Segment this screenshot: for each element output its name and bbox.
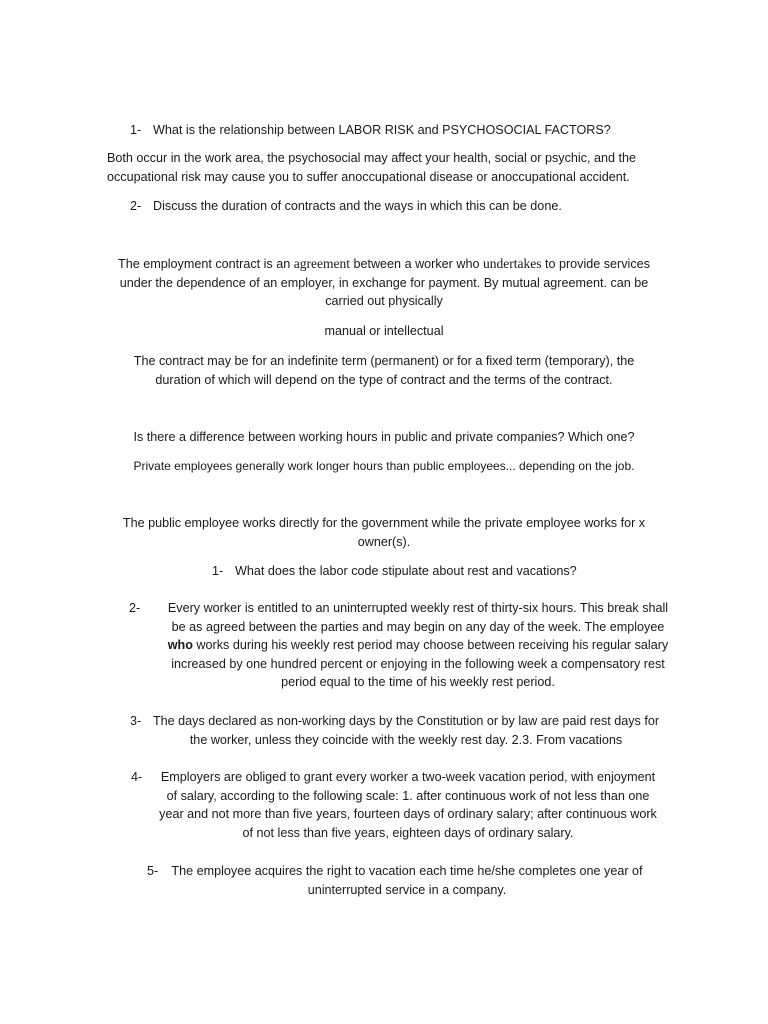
question-1	[130, 121, 690, 140]
working-hours-answer: Private employees generally work longer hours than public employees... depending on the job.	[133, 459, 635, 473]
list-item-2-line-4: increased by one hundred percent or enjoying in the following week a compensatory rest	[171, 656, 665, 671]
list-item-4-line-3: year and not more than five years, fourteen days of ordinary salary; after continuous work	[159, 807, 657, 822]
answer-1	[107, 149, 707, 186]
undertakes-word: undertakes	[482, 256, 542, 271]
manual-or-intellectual: manual or intellectual	[324, 324, 444, 338]
list-item-2-line-3-rest: works during his weekly rest period may choose between receiving his regular salary	[192, 638, 669, 653]
list-item-4-number: 4-	[131, 770, 143, 784]
contract-term-line-1: The contract may be for an indefinite term (permanent) or for a fixed term (temporary), the	[133, 354, 635, 368]
public-employee-paragraph	[84, 514, 684, 551]
contract-line-1	[84, 255, 684, 274]
question-1-number: 1-	[130, 123, 142, 137]
list-item-3-line-1: The days declared as non-working days by the Constitution or by law are paid rest days for	[152, 714, 660, 728]
list-item-2-number: 2-	[129, 601, 141, 615]
public-employee-line-2: owner(s).	[357, 534, 411, 549]
rest-question	[212, 562, 692, 581]
contract-line-1-c: to provide services	[541, 257, 650, 271]
list-item-4-line-1: Employers are obliged to grant every worker a two-week vacation period, with enjoyment	[160, 770, 656, 784]
question-2-number: 2-	[130, 199, 142, 213]
question-2	[130, 197, 690, 216]
public-employee-line-1: The public employee works directly for the government while the private employee works for x	[122, 516, 646, 530]
contract-line-1-a: The employment contract is an	[118, 257, 294, 271]
list-item-2-text	[149, 599, 687, 692]
list-item-3-number: 3-	[130, 714, 142, 728]
list-item-4-text	[153, 768, 663, 842]
contract-term-line-2: duration of which will depend on the type of contract and the terms of the contract.	[155, 372, 613, 387]
contract-line-1-b: between a worker who	[349, 257, 483, 271]
answer-1-line-1: Both occur in the work area, the psychosocial may affect your health, social or psychic, and the	[107, 151, 636, 165]
list-item-5-line-2: uninterrupted service in a company.	[307, 882, 507, 897]
list-item-4-line-2: of salary, according to the following scale: 1. after continuous work of not less than one	[166, 788, 650, 803]
list-item-3-text	[152, 712, 660, 749]
list-item-2-line-1: Every worker is entitled to an uninterrupted weekly rest of thirty-six hours. This break shall	[167, 601, 669, 615]
rest-question-text: What does the labor code stipulate about rest and vacations?	[235, 564, 577, 578]
contract-term-paragraph	[84, 352, 684, 389]
list-item-5-text	[169, 862, 645, 899]
list-item-5-number: 5-	[147, 864, 159, 878]
who-word: who	[167, 638, 193, 653]
list-item-5-line-1: The employee acquires the right to vacation each time he/she completes one year of	[171, 864, 643, 878]
contract-line-3: carried out physically	[325, 294, 443, 309]
question-2-text: Discuss the duration of contracts and the ways in which this can be done.	[153, 199, 562, 213]
list-item-3-line-2: the worker, unless they coincide with the weekly rest day. 2.3. From vacations	[189, 732, 623, 747]
contract-line-2: under the dependence of an employer, in exchange for payment. By mutual agreement. can be	[119, 275, 649, 290]
answer-1-line-2: occupational risk may cause you to suffer anoccupational disease or anoccupational accident.	[107, 169, 630, 184]
list-item-4-line-4: of not less than five years, eighteen days of ordinary salary.	[242, 825, 574, 840]
list-item-2-line-5: period equal to the time of his weekly rest period.	[281, 675, 555, 690]
agreement-word: agreement	[293, 256, 350, 271]
working-hours-question: Is there a difference between working hours in public and private companies? Which one?	[133, 430, 635, 444]
contract-paragraph	[84, 255, 684, 311]
question-1-text: What is the relationship between LABOR RISK and PSYCHOSOCIAL FACTORS?	[153, 123, 611, 137]
list-item-2-line-3	[149, 636, 687, 655]
rest-question-number: 1-	[212, 564, 224, 578]
list-item-2-line-2: be as agreed between the parties and may begin on any day of the week. The employee	[171, 619, 665, 634]
